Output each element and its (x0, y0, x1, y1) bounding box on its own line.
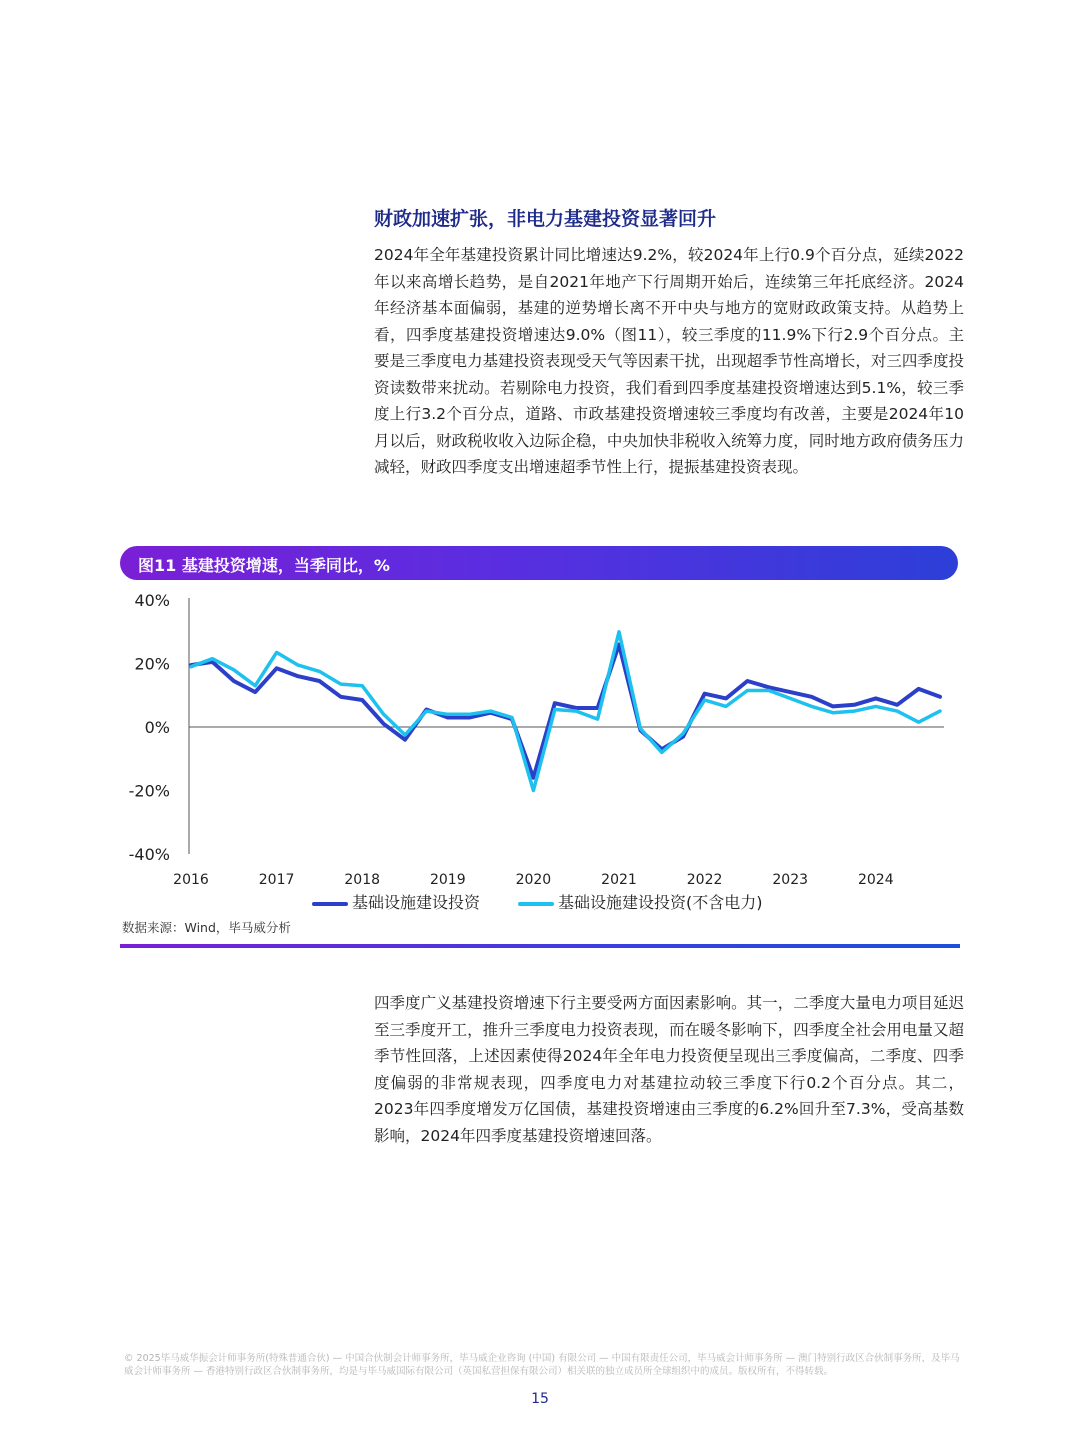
x-tick-label: 2017 (258, 872, 295, 888)
y-tick-label: 0% (144, 718, 170, 737)
x-tick-label: 2019 (429, 872, 466, 888)
legend-label-series1: 基础设施建设投资 (352, 893, 481, 912)
legend-item-series2 (518, 890, 763, 913)
legend-label-series2: 基础设施建设投资(不含电力) (558, 893, 763, 912)
x-tick-label: 2022 (686, 872, 723, 888)
y-tick-label: -20% (128, 781, 170, 801)
figure-title: 图11 基建投资增速，当季同比，% (138, 556, 390, 575)
body-paragraph-1: 2024年全年基建投资累计同比增速达9.2%，较2024年上行0.9个百分点，延续2022年以来高增长趋势，是自2021年地产下行周期开始后，连续第三年托底经济。2024年经济基本面偏弱，基建的逆势增长离不开中央与地方的宽财政政策支持。从趋势上看，四季度基建投资增速达9.0%（图11），较三季度的11.9%下行2.9个百分点。主要是三季度电力基建投资表现受天气等因素干扰，出现超季节性高增长，对三四季度投资读数带来扰动。若剔除电力投资，我们看到四季度基建投资增速达到5.1%，较三季度上行3.2个百分点，道路、市政基建投资增速较三季度均有改善，主要是2024年10月以后，财政税收收入边际企稳，中央加快非税收入统筹力度，同时地方政府债务压力减轻，财政四季度支出增速超季节性上行，提振基建投资表现。 (374, 246, 964, 476)
y-tick-label: 20% (134, 654, 170, 674)
figure-banner (120, 546, 958, 580)
legend-swatch-series1 (312, 902, 348, 906)
x-tick-label: 2016 (173, 872, 209, 888)
figure-divider (120, 944, 960, 948)
page-number: 15 (531, 1391, 549, 1407)
legend-swatch-series2 (518, 902, 554, 906)
line-chart (120, 588, 960, 888)
series-line-infrastructure-ex-power (191, 632, 940, 791)
x-tick-label: 2024 (857, 872, 894, 888)
legend-item-series1 (312, 890, 480, 913)
footer-copyright: © 2025毕马威华振会计师事务所(特殊普通合伙) — 中国合伙制会计师事务所，毕马威企业咨询 (中国) 有限公司 — 中国有限责任公司，毕马威会计师事务所 — 澳门特别行政区合伙制事务所，及毕马威会计师事务所 — 香港特别行政区合伙制事务所，均是与毕马威国际有限公司（英国私营担保有限公司）相关联的独立成员所全球组织中的成员。版权所有，不得转载。 (124, 1353, 960, 1377)
x-tick-label: 2018 (344, 872, 381, 888)
data-source: 数据来源：Wind，毕马威分析 (122, 920, 291, 935)
body-paragraph-2: 四季度广义基建投资增速下行主要受两方面因素影响。其一，二季度大量电力项目延迟至三季度开工，推升三季度电力投资表现，而在暖冬影响下，四季度全社会用电量又超季节性回落，上述因素使得2024年全年电力投资便呈现出三季度偏高，二季度、四季度偏弱的非常规表现，四季度电力对基建拉动较三季度下行0.2个百分点。其二，2023年四季度增发万亿国债，基建投资增速由三季度的6.2%回升至7.3%，受高基数影响，2024年四季度基建投资增速回落。 (374, 994, 964, 1145)
x-tick-label: 2023 (772, 872, 809, 888)
section-title: 财政加速扩张，非电力基建投资显著回升 (374, 208, 717, 230)
x-tick-label: 2021 (601, 872, 637, 888)
x-tick-label: 2020 (515, 872, 552, 888)
y-tick-label: -40% (128, 845, 170, 864)
y-tick-label: 40% (134, 591, 170, 610)
